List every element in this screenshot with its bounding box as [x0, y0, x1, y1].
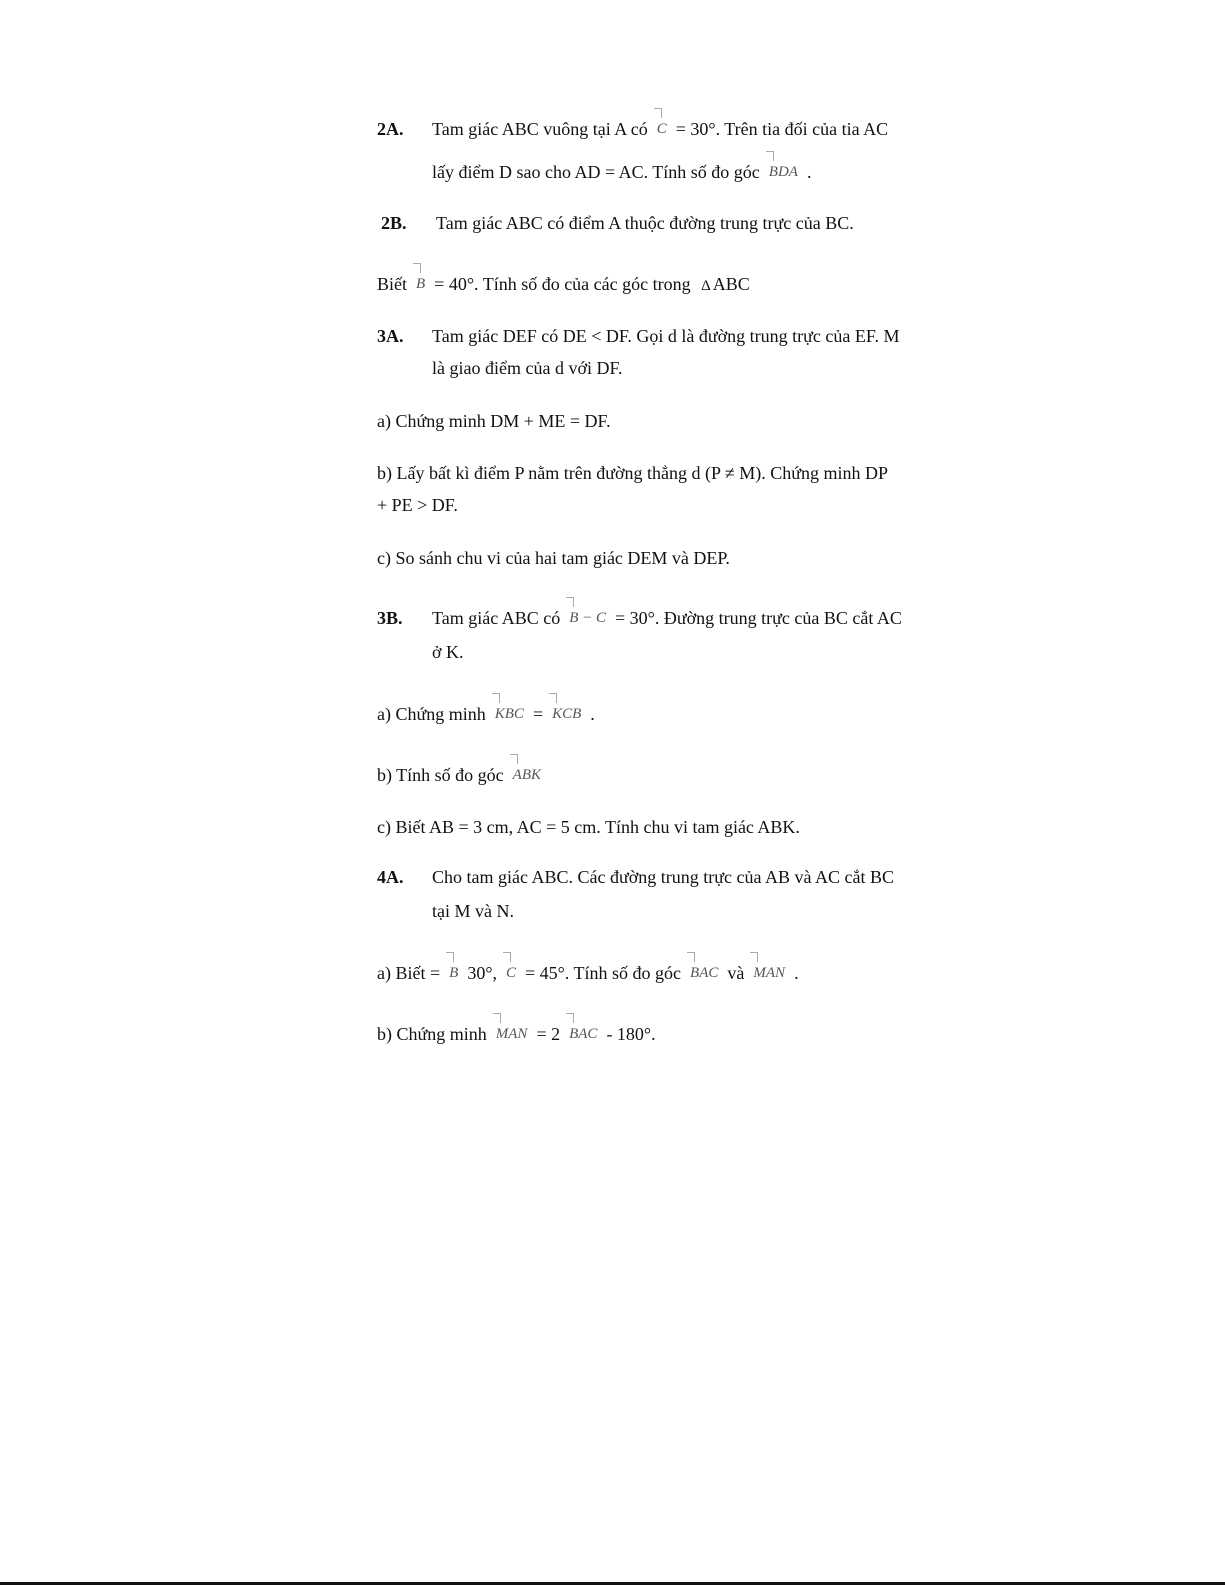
problem-3a-line-1: Tam giác DEF có DE < DF. Gọi d là đường trung trực của EF. M [432, 326, 900, 346]
angle-abk: ABK [510, 763, 544, 787]
problem-label-3b: 3B. [377, 608, 403, 628]
angle-kbc: KBC [492, 702, 527, 726]
problem-3a-part-a: a) Chứng minh DM + ME = DF. [377, 411, 611, 431]
problem-3b-line-2: ở K. [432, 642, 464, 662]
angle-bac: BAC [566, 1022, 600, 1046]
angle-b: B [446, 961, 461, 985]
angle-man: MAN [750, 961, 788, 985]
problem-3b-part-a: a) Chứng minh KBC = KCB . [377, 704, 595, 724]
problem-4a-part-a: a) Biết = B 30°, C = 45°. Tính số đo góc BAC và MAN . [377, 963, 799, 983]
problem-3a-part-b-line-2: + PE > DF. [377, 495, 458, 515]
problem-label-4a: 4A. [377, 867, 404, 887]
problem-4a-line-1: Cho tam giác ABC. Các đường trung trực của AB và AC cắt BC [432, 867, 894, 887]
problem-3b-line-1: Tam giác ABC có B − C = 30°. Đường trung trực của BC cắt AC [432, 608, 902, 628]
problem-3b-part-c: c) Biết AB = 3 cm, AC = 5 cm. Tính chu vi tam giác ABK. [377, 817, 800, 837]
problem-3a-part-c: c) So sánh chu vi của hai tam giác DEM và DEP. [377, 548, 730, 568]
angle-bac: BAC [687, 961, 721, 985]
angle-b: B [413, 272, 428, 296]
problem-3b-part-b: b) Tính số đo góc ABK [377, 763, 550, 787]
angle-c: C [503, 961, 519, 985]
problem-4a-part-b: b) Chứng minh MAN = 2 BAC - 180°. [377, 1024, 656, 1044]
angle-c: C [654, 117, 670, 141]
problem-2a-text: Tam giác ABC vuông tại A có C = 30°. Trên tia đối của tia AC [432, 119, 889, 139]
problem-4a-line-2: tại M và N. [432, 901, 514, 921]
problem-2b-line-2: Biết B = 40°. Tính số đo của các góc trong Δ ABC [377, 274, 750, 294]
triangle-symbol: Δ [701, 278, 711, 294]
problem-2b-line-1: Tam giác ABC có điểm A thuộc đường trung trực của BC. [436, 213, 854, 233]
problem-label-3a: 3A. [377, 326, 404, 346]
angle-b-minus-c: B − C [566, 606, 609, 630]
problem-2a-line-1 [432, 117, 940, 141]
angle-kcb: KCB [549, 702, 584, 726]
problem-2a-line-2: lấy điểm D sao cho AD = AC. Tính số đo góc BDA . [432, 162, 812, 182]
problem-3a-part-b-line-1: b) Lấy bất kì điểm P nằm trên đường thẳng d (P ≠ M). Chứng minh DP [377, 463, 889, 483]
angle-bda: BDA [766, 160, 801, 184]
angle-man: MAN [493, 1022, 531, 1046]
problem-3a-line-2: là giao điểm của d với DF. [432, 358, 623, 378]
problem-label-2a: 2A. [377, 119, 404, 139]
problem-label-2b: 2B. [381, 213, 407, 233]
